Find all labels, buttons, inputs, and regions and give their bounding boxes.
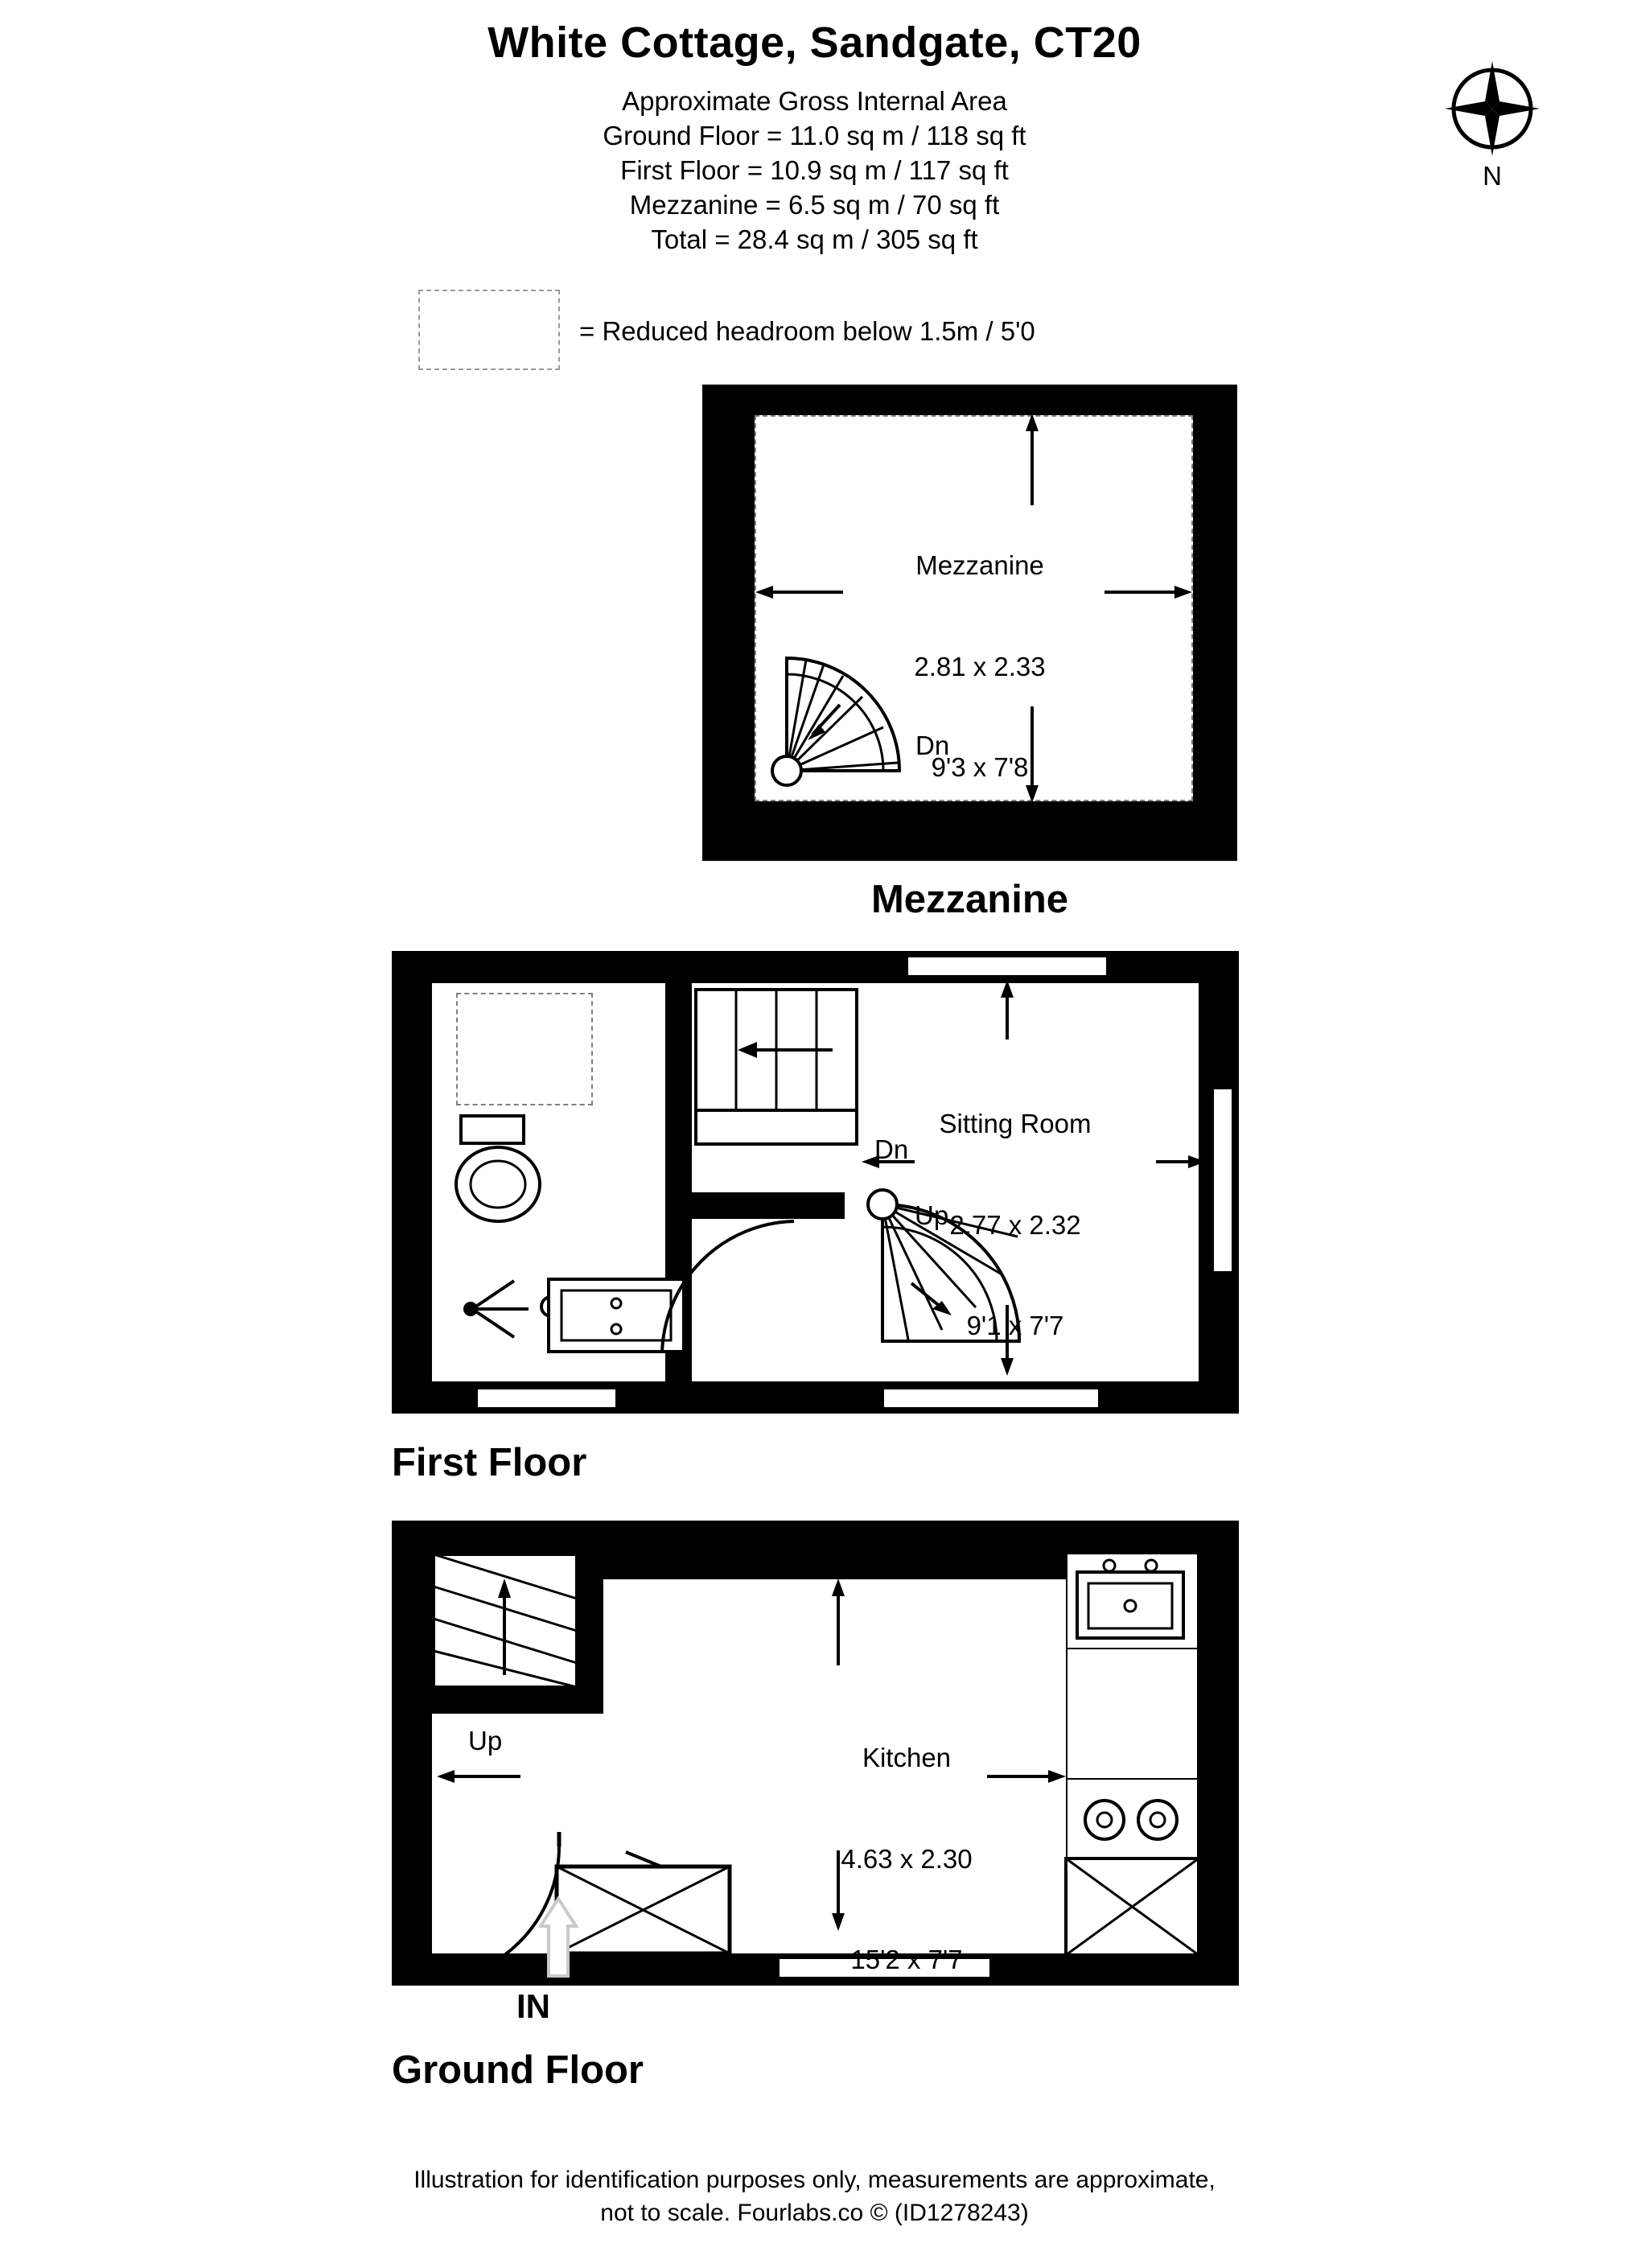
area-summary xyxy=(0,84,1629,257)
mezzanine-room-name: Mezzanine xyxy=(915,550,1044,580)
first-floor-plan xyxy=(392,951,1239,1414)
mezzanine-floor-title: Mezzanine xyxy=(870,878,1069,921)
ground-floor-title: Ground Floor xyxy=(392,2048,644,2092)
first-floor-title: First Floor xyxy=(392,1441,587,1484)
mezzanine-stair-down-label: Dn xyxy=(915,731,950,760)
sitting-room-imperial: 9'1 x 7'7 xyxy=(966,1311,1064,1341)
ground-floor-stair-up-label: Up xyxy=(468,1726,503,1756)
sitting-room-name: Sitting Room xyxy=(939,1108,1092,1138)
area-summary-heading: Approximate Gross Internal Area xyxy=(622,86,1007,116)
area-total: Total = 28.4 sq m / 305 sq ft xyxy=(651,224,978,254)
first-floor-stair-down-label: Dn xyxy=(874,1134,909,1164)
footer-disclaimer xyxy=(0,2164,1629,2229)
first-floor-stair-up-label: Up xyxy=(915,1200,949,1230)
compass-rose xyxy=(1440,56,1545,197)
compass-icon xyxy=(1440,56,1545,161)
legend-label: = Reduced headroom below 1.5m / 5'0 xyxy=(579,316,1035,346)
reduced-headroom-swatch xyxy=(418,290,560,370)
area-ground-floor: Ground Floor = 11.0 sq m / 118 sq ft xyxy=(603,120,1026,150)
footer-line-1: Illustration for identification purposes only, measurements are approximate, xyxy=(413,2167,1216,2193)
mezzanine-room-label xyxy=(839,481,1121,852)
ground-floor-plan xyxy=(392,1521,1239,2025)
mezzanine-room-metric: 2.81 x 2.33 xyxy=(914,651,1046,681)
compass-north-label: N xyxy=(1483,161,1502,191)
area-mezzanine: Mezzanine = 6.5 sq m / 70 sq ft xyxy=(629,189,1000,220)
legend xyxy=(418,290,1223,378)
kitchen-metric: 4.63 x 2.30 xyxy=(841,1843,973,1874)
area-first-floor: First Floor = 10.9 sq m / 117 sq ft xyxy=(620,154,1009,185)
kitchen-label xyxy=(730,1673,1084,2044)
footer-line-2: not to scale. Fourlabs.co © (ID1278243) xyxy=(600,2199,1029,2226)
mezzanine-room-imperial: 9'3 x 7'8 xyxy=(931,752,1029,783)
sitting-room-metric: 2.77 x 2.32 xyxy=(949,1209,1081,1240)
mezzanine-plan xyxy=(702,385,1237,861)
sitting-room-label xyxy=(842,1039,1188,1410)
entrance-label: IN xyxy=(516,1987,550,2025)
page-title: White Cottage, Sandgate, CT20 xyxy=(487,19,1142,67)
kitchen-name: Kitchen xyxy=(862,1742,952,1772)
kitchen-imperial: 15'2 x 7'7 xyxy=(850,1945,963,1975)
